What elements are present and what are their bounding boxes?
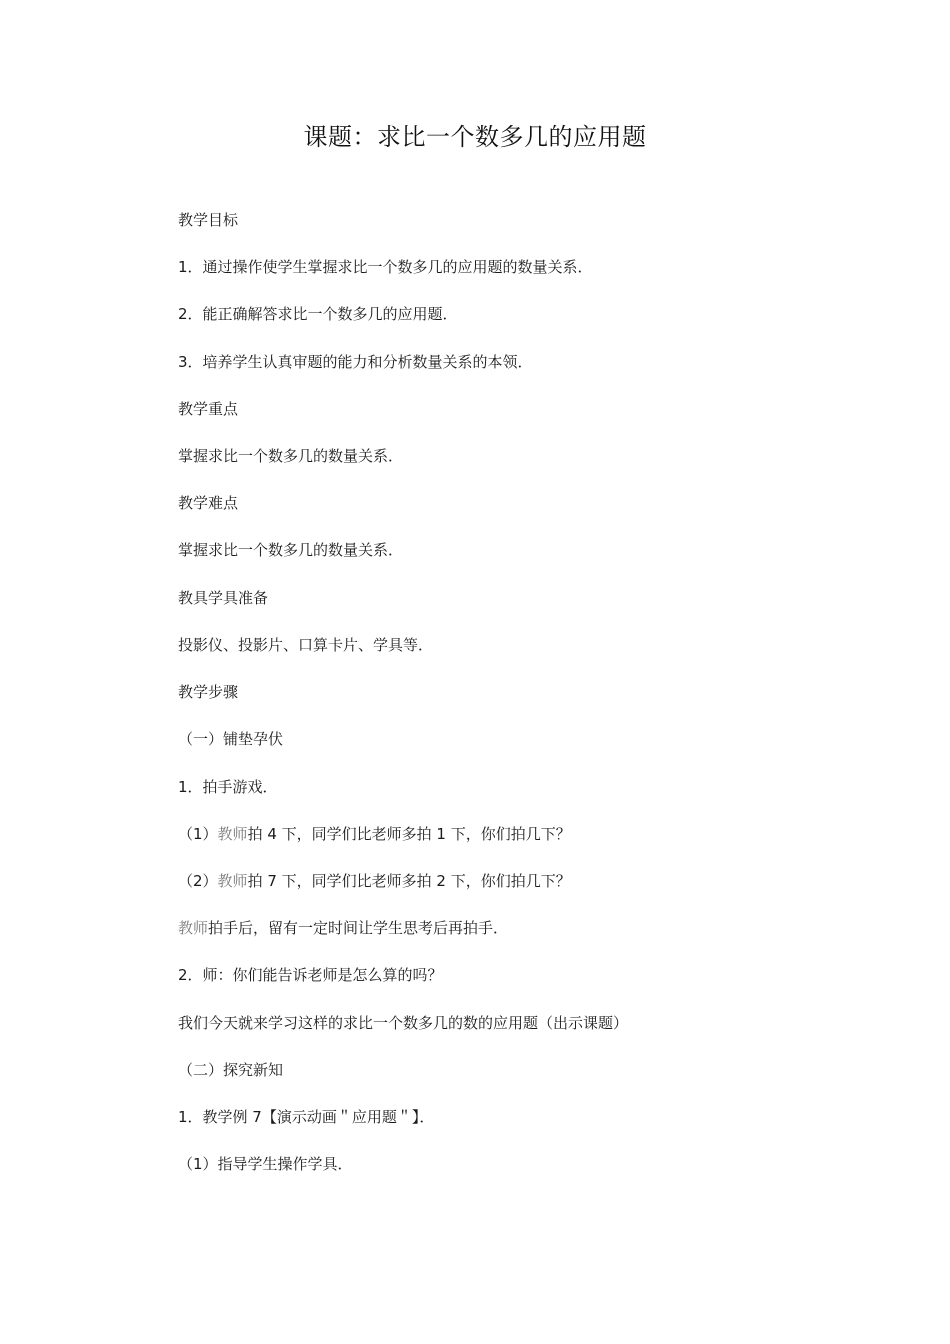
- instruction-text: 拍手后，留有一定时间让学生思考后再拍手．: [208, 919, 509, 937]
- question-text: 拍 4 下，同学们比老师多拍 1 下，你们拍几下？: [247, 825, 571, 843]
- teacher-question: 2．师：你们能告诉老师是怎么算的吗？: [178, 966, 443, 984]
- teacher-word: 教师: [178, 919, 209, 937]
- teacher-word: 教师: [217, 872, 248, 890]
- step-1-heading: （一）铺垫孕伏: [178, 730, 284, 748]
- goal-item-3: 3．培养学生认真审题的能力和分析数量关系的本领．: [178, 353, 533, 371]
- goal-item-2: 2．能正确解答求比一个数多几的应用题．: [178, 305, 458, 323]
- document-title: 课题：求比一个数多几的应用题: [303, 123, 647, 151]
- goal-item-1: 1．通过操作使学生掌握求比一个数多几的应用题的数量关系．: [178, 258, 593, 276]
- question-number: （2）: [178, 872, 218, 890]
- heading-teaching-goals: 教学目标: [178, 211, 239, 229]
- key-points-text: 掌握求比一个数多几的数量关系．: [178, 447, 404, 465]
- materials-text: 投影仪、投影片、口算卡片、学具等．: [178, 636, 434, 654]
- clap-question-1: [178, 823, 571, 845]
- teacher-word: 教师: [217, 825, 248, 843]
- introduce-topic: 我们今天就来学习这样的求比一个数多几的数的应用题（出示课题）: [178, 1014, 629, 1032]
- heading-teaching-steps: 教学步骤: [178, 683, 239, 701]
- difficulties-text: 掌握求比一个数多几的数量关系．: [178, 541, 404, 559]
- clap-question-2: [178, 870, 571, 892]
- heading-key-points: 教学重点: [178, 400, 239, 418]
- operate-tools: （1）指导学生操作学具．: [178, 1155, 353, 1173]
- question-text: 拍 7 下，同学们比老师多拍 2 下，你们拍几下？: [247, 872, 571, 890]
- teacher-instruction: [178, 917, 508, 939]
- example-7: 1．教学例 7【演示动画＂应用题＂】．: [178, 1108, 435, 1126]
- clap-game: 1．拍手游戏．: [178, 778, 278, 796]
- heading-difficulties: 教学难点: [178, 494, 239, 512]
- step-2-heading: （二）探究新知: [178, 1061, 284, 1079]
- heading-materials: 教具学具准备: [178, 589, 269, 607]
- question-number: （1）: [178, 825, 218, 843]
